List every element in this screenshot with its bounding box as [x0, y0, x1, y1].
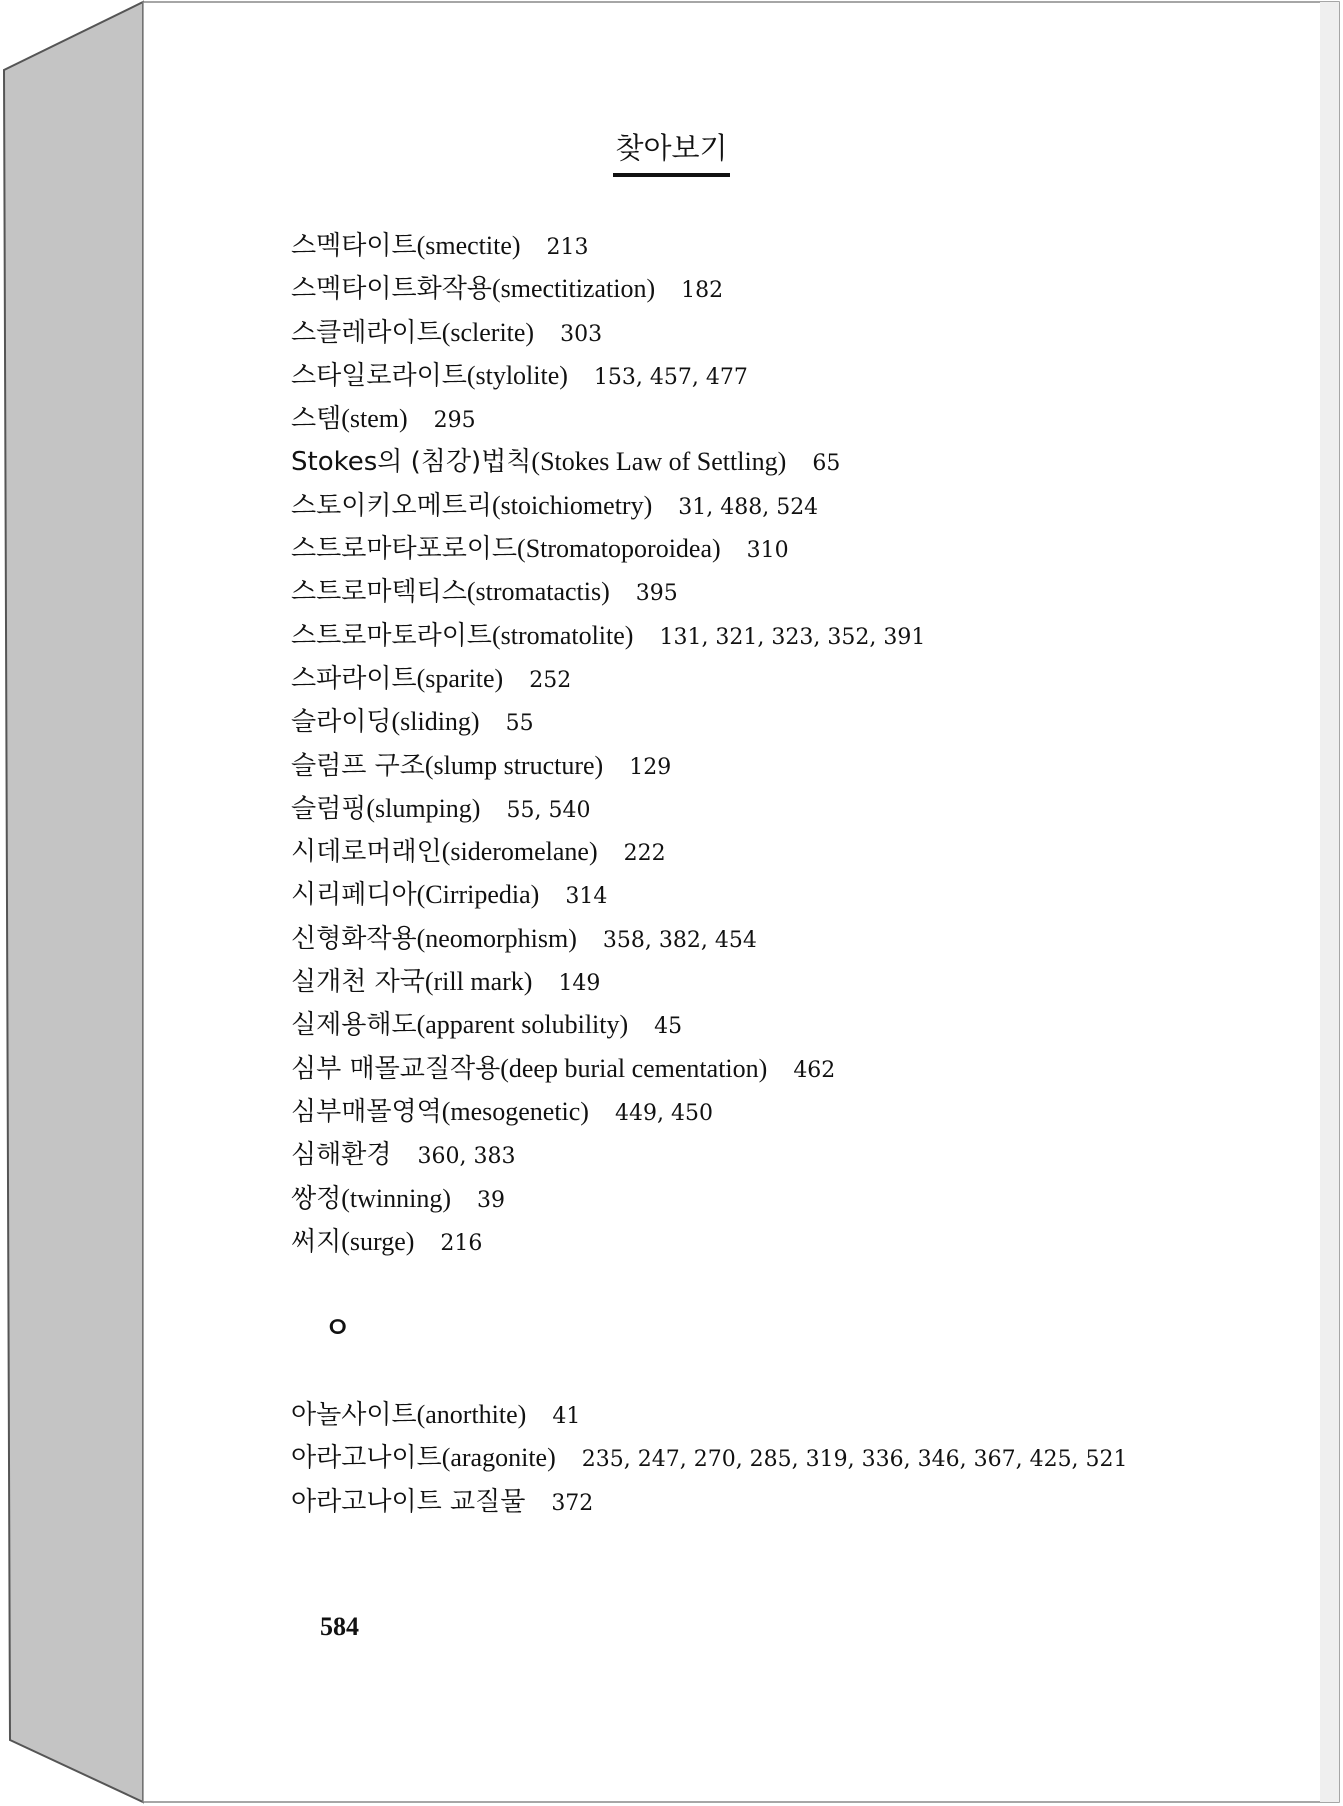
index-english-term: (Stromatoporoidea) [517, 534, 721, 564]
index-english-term: (anorthite) [416, 1400, 527, 1429]
index-page-refs: 310 [746, 538, 789, 564]
index-page-refs: 182 [681, 278, 724, 304]
index-english-term: (twinning) [341, 1183, 451, 1213]
index-entry [291, 1090, 925, 1133]
index-english-term: (smectitization) [491, 274, 656, 304]
index-english-term: (slumping) [366, 793, 481, 823]
index-entry [291, 960, 925, 1003]
index-term: 실제용해도 [291, 1010, 417, 1041]
index-term: Stokes의 (침강)법칙 [291, 447, 532, 478]
index-entry [291, 527, 925, 570]
index-english-term: (apparent solubility) [416, 1010, 629, 1040]
index-entry [291, 440, 925, 483]
index-term: 아라고나이트 교질물 [291, 1486, 526, 1517]
index-page-refs: 252 [529, 667, 572, 693]
index-page-refs: 39 [477, 1187, 505, 1213]
index-english-term: (stromatactis) [466, 577, 610, 607]
index-page-refs: 55, 540 [506, 797, 591, 823]
index-page-refs: 449, 450 [614, 1100, 713, 1126]
index-entry [291, 1436, 1128, 1479]
index-term: 슬럼핑 [291, 793, 367, 824]
index-entry [291, 354, 925, 397]
index-page-refs: 372 [551, 1490, 594, 1516]
index-entry [291, 1047, 925, 1090]
index-entry [291, 1220, 925, 1263]
index-english-term: (Stokes Law of Settling) [531, 447, 787, 477]
index-term: 신형화작용 [291, 923, 417, 954]
index-entry [291, 744, 925, 787]
index-entry [291, 224, 925, 267]
index-page-refs: 358, 382, 454 [602, 927, 757, 953]
index-page-refs: 222 [623, 841, 666, 867]
index-english-term: (sliding) [391, 707, 480, 737]
index-english-term: (smectite) [416, 231, 521, 260]
index-page-refs: 55 [505, 711, 534, 737]
index-page-refs: 41 [552, 1404, 581, 1429]
index-english-term: (Cirripedia) [416, 880, 540, 910]
index-english-term: (stoichiometry) [491, 490, 653, 520]
index-term: 심부매몰영역 [291, 1096, 442, 1127]
index-english-term: (stylolite) [466, 360, 568, 390]
index-page-refs: 31, 488, 524 [678, 494, 819, 520]
index-entry [291, 1133, 925, 1176]
index-page-refs: 314 [565, 884, 608, 910]
index-term: 시데로머래인 [291, 837, 442, 868]
index-entry [291, 700, 925, 743]
page-title: 찾아보기 [0, 126, 1343, 177]
index-term: 실개천 자국 [291, 967, 425, 998]
index-term: 스템 [291, 404, 342, 435]
index-term: 스트로마토라이트 [291, 620, 492, 651]
index-entry [291, 614, 925, 657]
index-entry [291, 397, 925, 440]
index-page-refs: 131, 321, 323, 352, 391 [659, 624, 926, 650]
index-english-term: (aragonite) [441, 1443, 556, 1473]
index-page-refs: 360, 383 [417, 1144, 516, 1170]
index-entry [291, 657, 925, 700]
index-page-refs: 149 [558, 971, 601, 997]
index-term: 스타일로라이트 [291, 360, 467, 391]
index-term: 아놀사이트 [291, 1400, 417, 1430]
index-entry [291, 1003, 925, 1046]
index-page-refs: 462 [793, 1057, 836, 1083]
index-english-term: (sparite) [416, 663, 504, 693]
index-term: 아라고나이트 [291, 1443, 442, 1474]
index-english-term: (surge) [341, 1226, 415, 1256]
index-term: 스파라이트 [291, 663, 417, 694]
index-list [291, 224, 925, 1263]
index-term: 심부 매몰교질작용 [291, 1053, 501, 1084]
index-term: 써지 [291, 1226, 342, 1257]
index-page-refs: 45 [654, 1014, 683, 1040]
index-list-section-o [291, 1393, 1128, 1523]
index-entry [291, 311, 925, 354]
index-term: 스멕타이트화작용 [291, 274, 492, 305]
index-entry [291, 830, 925, 873]
index-entry [291, 570, 925, 613]
index-entry [291, 1480, 1128, 1523]
index-page-refs: 216 [440, 1230, 483, 1256]
index-english-term: (sideromelane) [441, 837, 598, 867]
index-term: 스토이키오메트리 [291, 490, 492, 521]
index-page-refs: 65 [812, 451, 841, 477]
index-english-term: (deep burial cementation) [500, 1053, 768, 1083]
index-english-term: (rill mark) [424, 967, 533, 997]
index-term: 스트로마텍티스 [291, 577, 467, 608]
index-term: 시리페디아 [291, 880, 417, 911]
index-entry [291, 917, 925, 960]
index-term: 스트로마타포로이드 [291, 534, 518, 565]
index-entry [291, 787, 925, 830]
index-term: 심해환경 [291, 1140, 392, 1171]
index-page-refs: 295 [433, 408, 476, 434]
section-letter: ㅇ [324, 1311, 352, 1344]
index-english-term: (sclerite) [441, 317, 535, 347]
index-english-term: (slump structure) [424, 750, 604, 780]
index-entry [291, 267, 925, 310]
index-entry [291, 1177, 925, 1220]
index-term: 쌍정 [291, 1183, 342, 1214]
index-entry [291, 873, 925, 916]
index-english-term: (mesogenetic) [441, 1096, 589, 1126]
index-term: 스멕타이트 [291, 231, 417, 261]
index-term: 스클레라이트 [291, 317, 442, 348]
index-page-refs: 395 [635, 581, 678, 607]
index-page-refs: 153, 457, 477 [593, 364, 748, 390]
index-english-term: (neomorphism) [416, 923, 577, 953]
index-entry [291, 1393, 1128, 1436]
index-term: 슬럼프 구조 [291, 750, 425, 781]
index-english-term: (stromatolite) [491, 620, 634, 650]
index-page-refs: 213 [546, 235, 589, 260]
page-number: 584 [320, 1612, 359, 1641]
index-page-refs: 129 [629, 754, 672, 780]
index-page-refs: 235, 247, 270, 285, 319, 336, 346, 367, 425, 521 [581, 1447, 1128, 1473]
index-page-refs: 303 [560, 321, 603, 347]
index-entry [291, 484, 925, 527]
index-english-term: (stem) [341, 404, 408, 434]
index-term: 슬라이딩 [291, 707, 392, 738]
